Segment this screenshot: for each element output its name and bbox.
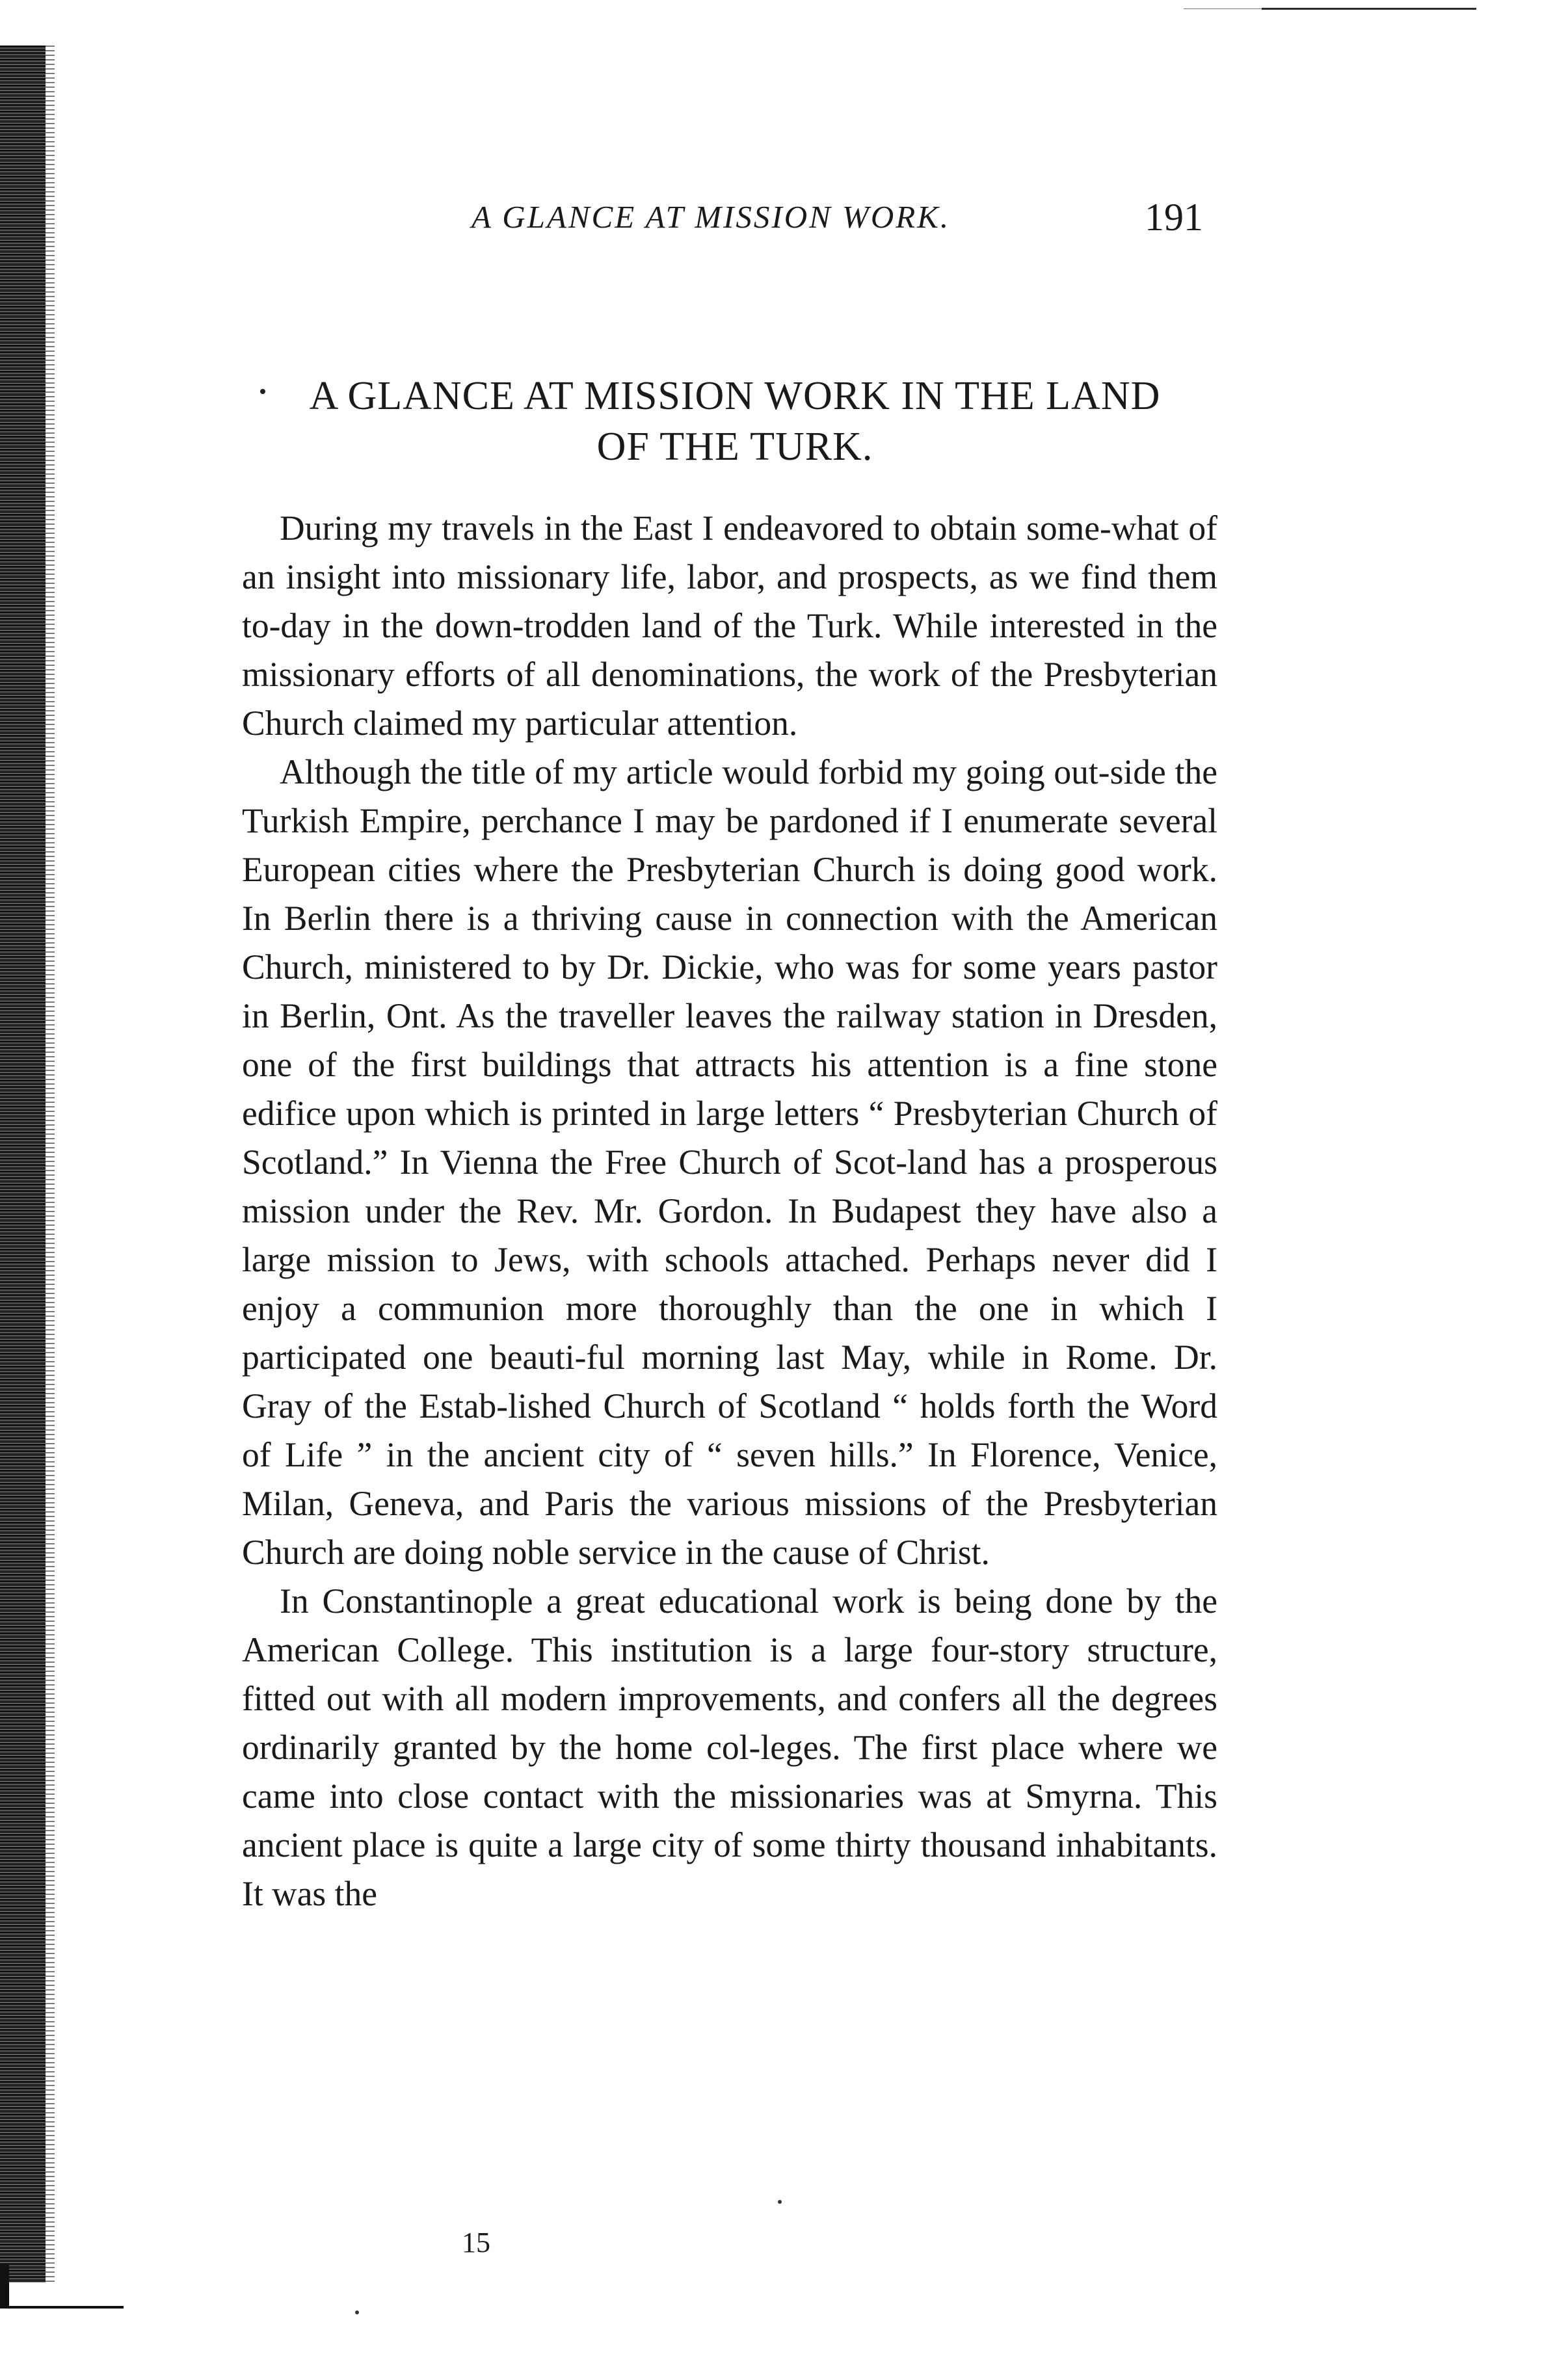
signature-mark: 15 bbox=[462, 2227, 490, 2258]
top-rule bbox=[1262, 8, 1476, 10]
article-title bbox=[247, 371, 1223, 472]
book-spine-edge bbox=[46, 46, 55, 2283]
paragraph-1: During my travels in the East I endeavored to obtain some-what of an insight into missionary life, labor, and prospects, as we find them to-day in the down-trodden land of the Turk. While interested in the missionary efforts of all denominations, the work of the Presbyterian Church claimed my particular attention. bbox=[242, 509, 1217, 743]
title-line-1: A GLANCE AT MISSION WORK IN THE LAND bbox=[309, 374, 1161, 418]
paragraph-3: In Constantinople a great educational work is being done by the American College. This institution is a large four-story structure, fitted out with all modern improvements, and confers all the degrees ordinarily granted by the home col-leges. The first place where we came into close contact with the missionaries was at Smyrna. This ancient place is quite a large city of some thirty thousand inhabitants. It was the bbox=[242, 1582, 1217, 1913]
title-line-2: OF THE TURK. bbox=[596, 425, 873, 469]
speck bbox=[778, 2200, 782, 2204]
book-spine-shadow bbox=[0, 46, 46, 2283]
page-number: 191 bbox=[1145, 196, 1203, 239]
article-body bbox=[242, 504, 1217, 1918]
book-spine-foot bbox=[0, 2263, 124, 2309]
running-head: A GLANCE AT MISSION WORK. bbox=[472, 199, 951, 235]
top-rule-thin bbox=[1184, 8, 1262, 9]
paragraph-2: Although the title of my article would forbid my going out-side the Turkish Empire, perchance I may be pardoned if I enumerate several European cities where the Presbyterian Church is doing good work. In Berlin there is a thriving cause in connection with the American Church, ministered to by Dr. Dickie, who was for some years pastor in Berlin, Ont. As the traveller leaves the railway station in Dresden, one of the first buildings that attracts his attention is a fine stone edifice upon which is printed in large letters “ Presbyterian Church of Scotland.” In Vienna the Free Church of Scot-land has a prosperous mission under the Rev. Mr. Gordon. In Budapest they have also a large mission to Jews, with schools attached. Perhaps never did I enjoy a communion more thoroughly than the one in which I participated one beauti-ful morning last May, while in Rome. Dr. Gray of the Estab-lished Church of Scotland “ holds forth the Word of Life ” in the ancient city of “ seven hills.” In Florence, Venice, Milan, Geneva, and Paris the various missions of the Presbyterian Church are doing noble service in the cause of Christ. bbox=[242, 752, 1217, 1572]
speck bbox=[355, 2310, 359, 2314]
